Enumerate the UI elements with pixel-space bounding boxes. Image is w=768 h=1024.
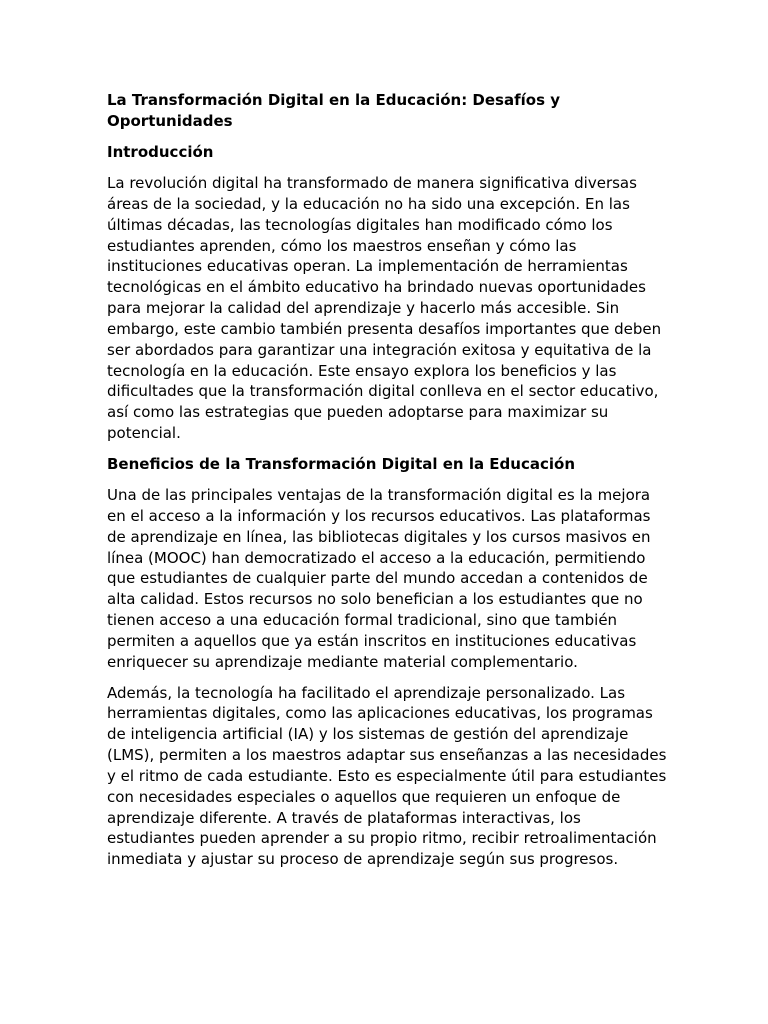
document-body <box>107 90 667 880</box>
paragraph-beneficios-acceso: Una de las principales ventajas de la transformación digital es la mejora en el acceso a la información y los recursos educativos. Las plataformas de aprendizaje en línea, las bibliotecas digitales y los cursos masivos en línea (MOOC) han democratizado el acceso a la educación, permitiendo que estudiantes de cualquier parte del mundo accedan a contenidos de alta calidad. Estos recursos no solo benefician a los estudiantes que no tienen acceso a una educación formal tradicional, sino que también permiten a aquellos que ya están inscritos en instituciones educativas enriquecer su aprendizaje mediante material complementario. <box>107 485 651 671</box>
document-title: La Transformación Digital en la Educación: Desafíos y Oportunidades <box>107 91 561 130</box>
paragraph-introduccion: La revolución digital ha transformado de manera significativa diversas áreas de la sociedad, y la educación no ha sido una excepción. En las últimas décadas, las tecnologías digitales han modificado cómo los estudiantes aprenden, cómo los maestros enseñan y cómo las instituciones educativas operan. La implementación de herramientas tecnológicas en el ámbito educativo ha brindado nuevas oportunidades para mejorar la calidad del aprendizaje y hacerlo más accesible. Sin embargo, este cambio también presenta desafíos importantes que deben ser abordados para garantizar una integración exitosa y equitativa de la tecnología en la educación. Este ensayo explora los beneficios y las dificultades que la transformación digital conlleva en el sector educativo, así como las estrategias que pueden adoptarse para maximizar su potencial. <box>107 174 662 443</box>
section-heading-introduccion: Introducción <box>107 143 214 161</box>
section-heading-beneficios: Beneficios de la Transformación Digital en la Educación <box>107 454 575 473</box>
paragraph-beneficios-personalizado: Además, la tecnología ha facilitado el aprendizaje personalizado. Las herramientas digitales, como las aplicaciones educativas, los programas de inteligencia artificial (IA) y los sistemas de gestión del aprendizaje (LMS), permiten a los maestros adaptar sus enseñanzas a las necesidades y el ritmo de cada estudiante. Esto es especialmente útil para estudiantes con necesidades especiales o aquellos que requieren un enfoque de aprendizaje diferente. A través de plataformas interactivas, los estudiantes pueden aprender a su propio ritmo, recibir retroalimentación inmediata y ajustar su proceso de aprendizaje según sus progresos. <box>107 683 667 869</box>
